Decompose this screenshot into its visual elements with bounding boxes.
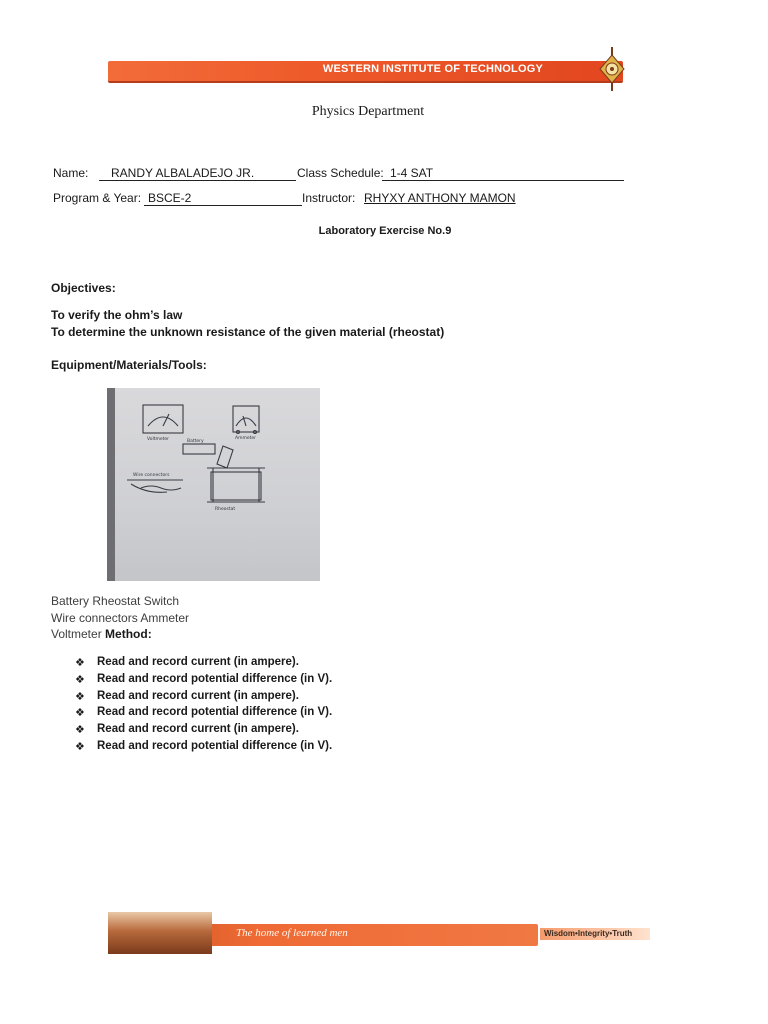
sketch-label-wire-connectors: Wire connectors [133,473,170,478]
footer-values: Wisdom•Integrity•Truth [544,929,633,938]
objectives-heading: Objectives: [51,281,116,295]
equipment-line: Wire connectors Ammeter [51,611,190,625]
method-item [75,690,332,707]
diamond-bullet-icon: ❖ [75,673,85,686]
sketch-label-rheostat: Rheostat [215,507,236,512]
schedule-label: Class Schedule: [297,166,384,180]
objective-item: To verify the ohm’s law [51,308,183,322]
method-item-text: Read and record potential difference (in V). [97,706,333,719]
equipment-sketch-drawing [107,388,320,581]
program-label: Program & Year: [53,191,142,205]
equipment-line: Voltmeter [51,627,102,641]
name-value: RANDY ALBALADEJO JR. [99,166,296,181]
schedule-value: 1-4 SAT [382,166,624,181]
sketch-label-ammeter: Ammeter [235,436,256,441]
sketch-label-voltmeter: Voltmeter [147,437,170,442]
equipment-line: Battery Rheostat Switch [51,594,180,608]
footer-motto: The home of learned men [236,927,348,939]
method-heading: Method: [105,627,152,641]
diamond-bullet-icon: ❖ [75,707,85,720]
footer-building-image [108,912,212,954]
institution-name: WESTERN INSTITUTE OF TECHNOLOGY [322,63,543,75]
instructor-value: RHYXY ANTHONY MAMON [364,191,516,205]
name-label: Name: [53,166,89,180]
method-item-text: Read and record potential difference (in V). [97,672,333,685]
method-item-text: Read and record potential difference (in V). [97,739,333,752]
equipment-heading: Equipment/Materials/Tools: [51,358,207,372]
method-item-text: Read and record current (in ampere). [97,723,299,736]
department-title: Physics Department [311,104,425,119]
lab-exercise-title: Laboratory Exercise No.9 [318,225,452,237]
instructor-label: Instructor: [302,191,356,205]
diamond-bullet-icon: ❖ [75,690,85,703]
method-item [75,673,332,690]
diamond-bullet-icon: ❖ [75,724,85,737]
diamond-bullet-icon: ❖ [75,740,85,753]
method-item [75,706,332,723]
equipment-method-line [51,627,152,641]
method-item-text: Read and record current (in ampere). [97,656,299,668]
program-value: BSCE-2 [144,191,302,206]
method-list [75,656,332,757]
sketch-label-battery: Battery [187,439,204,444]
diamond-bullet-icon: ❖ [75,657,85,669]
header-banner [108,61,623,81]
method-item [75,740,332,757]
objective-item: To determine the unknown resistance of the given material (rheostat) [51,325,445,339]
equipment-sketch-photo [107,388,320,581]
school-seal-icon [597,47,627,91]
method-item [75,723,332,740]
method-item-text: Read and record current (in ampere). [97,689,299,702]
method-item [75,656,332,673]
